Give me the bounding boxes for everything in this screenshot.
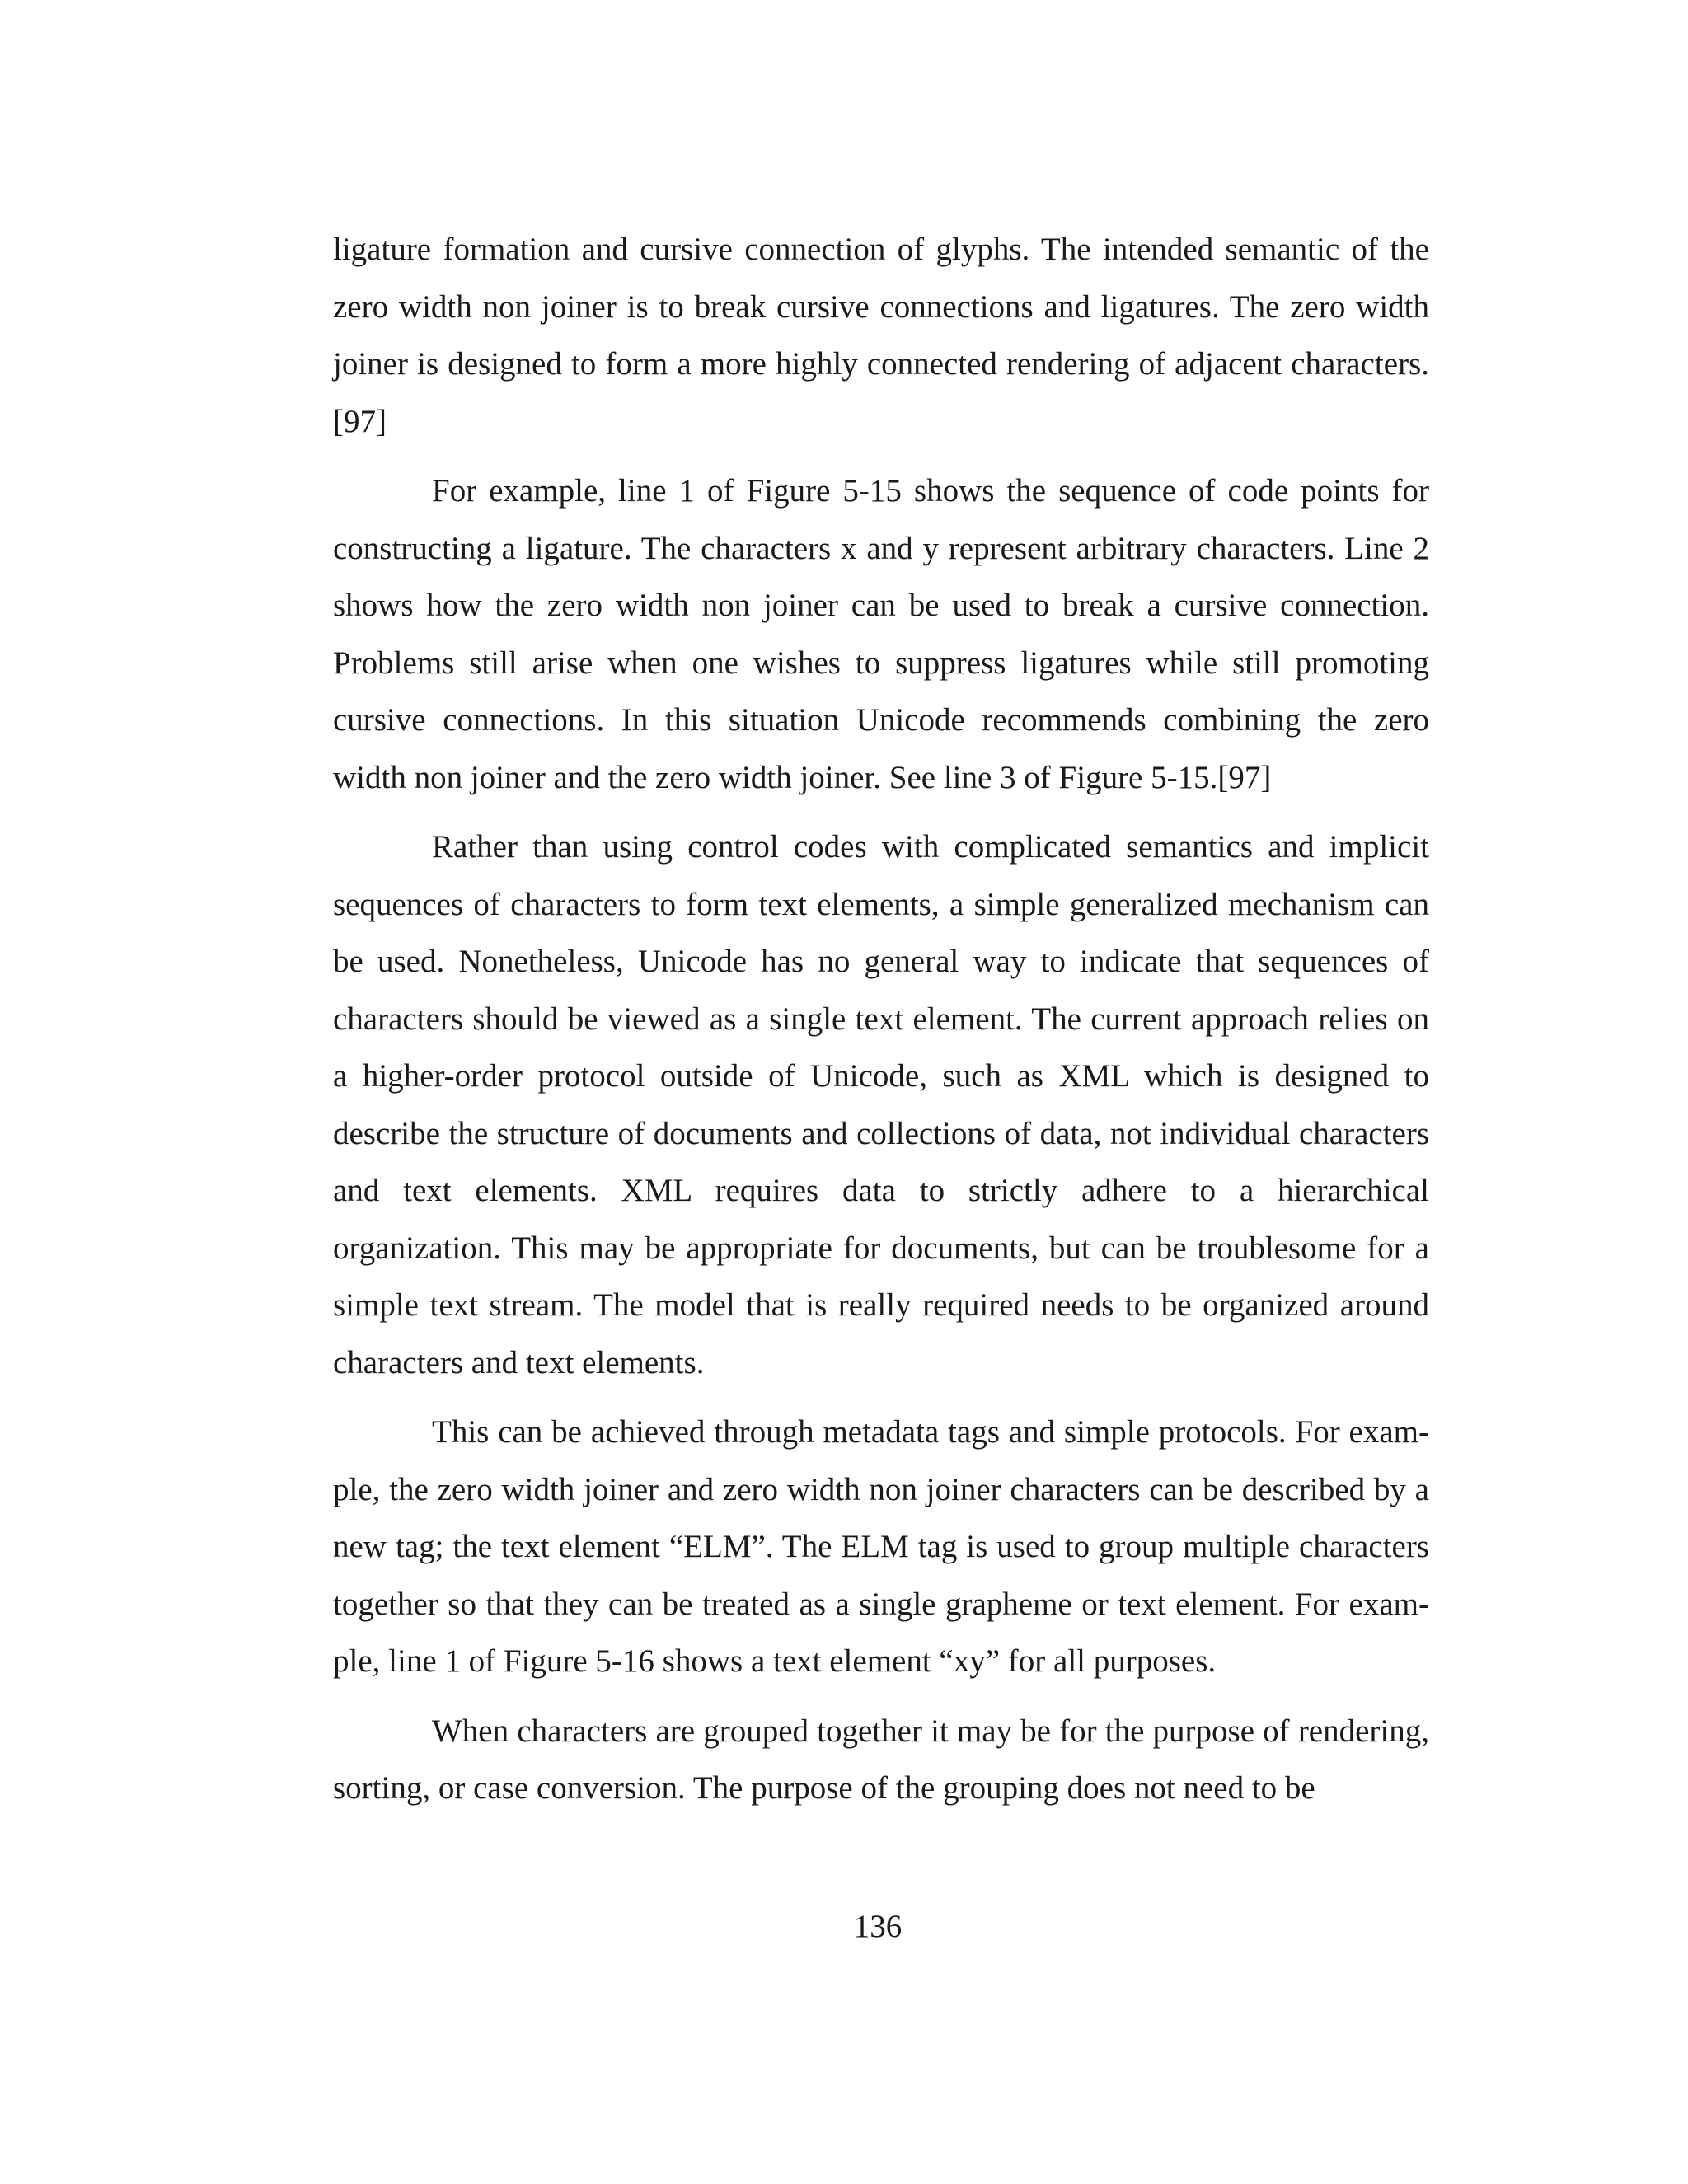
page-number: 136 (853, 1909, 903, 1944)
paragraph-grouping-purpose: When characters are grouped together it may be for the purpose of rendering, sorting, or case conversion. The purpose of the grouping does not need to be (333, 1713, 1429, 1806)
body-text (333, 221, 1429, 1830)
paragraph-generalized-mechanism: Rather than using control codes with complicated semantics and implicit sequences of characters to form text elements, a simple generalized mechanism can be used. Nonetheless, Unicode has no general way to indicate that sequences of characters should be viewed as a single text element. The current approach relies on a higher-order protocol outside of Unicode, such as XML which is designed to describe the structure of documents and collections of data, not individual characters and text elements. XML requires data to strictly adhere to a hierarchical organization. This may be appropriate for documents, but can be troublesome for a simple text stream. The model that is really required needs to be organized around characters and text elements. (333, 829, 1429, 1380)
paragraph-figure-5-15-example: For example, line 1 of Figure 5-15 shows the sequence of code points for constructing a ligature. The characters x and y represent arbitrary characters. Line 2 shows how the zero width non joiner can be used to break a cursive connection. Problems still arise when one wishes to suppress ligatures while still promoting cursive connections. In this situation Unicode recommends combining the zero width non joiner and the zero width joiner. See line 3 of Figure 5-15.[97] (333, 473, 1429, 795)
paragraph-ligature-continuation: ligature formation and cursive connection of glyphs. The intended semantic of the zero width non joiner is to break cursive connections and ligatures. The zero width joiner is designed to form a more highly connected rendering of adjacent characters.[97] (333, 232, 1429, 439)
paragraph-metadata-tags: This can be achieved through metadata tags and simple protocols. For example, the zero width joiner and zero width non joiner characters can be described by a new tag; the text element “ELM”. The ELM tag is used to group multiple characters together so that they can be treated as a single grapheme or text element. For example, line 1 of Figure 5-16 shows a text element “xy” for all purposes. (333, 1414, 1429, 1679)
